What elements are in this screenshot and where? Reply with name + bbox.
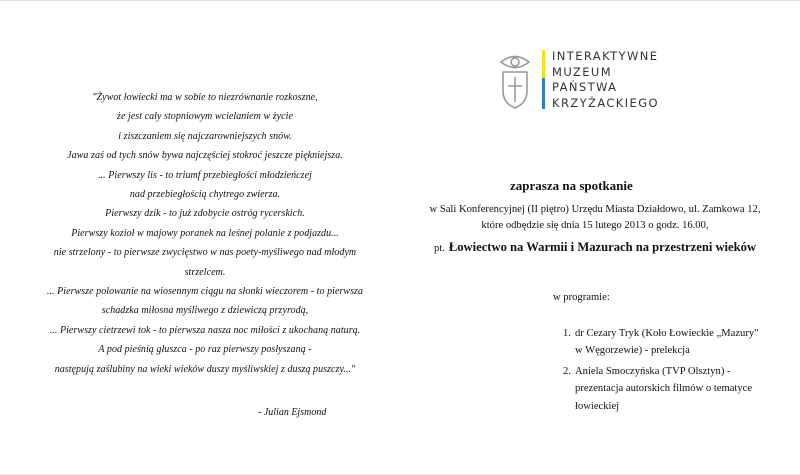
quote-line: nad przebiegłością chytrego zwierza. [129,189,281,201]
quote-line: schadzka miłosna myśliwego z dziewiczą przyrodą, [101,305,309,317]
top-divider [0,0,800,1]
invitation-title: zaprasza na spotkanie [510,178,633,193]
venue-details [405,202,785,234]
program-item-line: dr Cezary Tryk (Koło Łowieckie „Mazury" [575,328,759,339]
eye-shield-logo-icon [498,49,532,111]
event-prefix: pt. [433,243,445,254]
logo-word: PAŃSTWA [552,80,618,95]
logo-word: INTERAKTYWNE [552,49,659,63]
program-list [563,325,793,418]
museum-logo [498,47,698,119]
quote-line: i ziszczaniem się najczarowniejszych snów. [118,130,292,142]
quote-line: Jawa zaś od tych snów bywa najczęściej stokroć jeszcze piękniejsza. [67,150,343,162]
program-item-number: 2. [563,365,571,377]
quote-line: następują zaślubiny na wieki wieków duszy myśliwskiej z duszą puszczy..." [54,363,356,375]
program-item-line: w Węgorzewie) - prelekcja [575,345,690,357]
program-item-line: prezentacja autorskich filmów o tematyce [575,383,753,395]
logo-word: KRZYŻACKIEGO [552,95,659,110]
quote-line: nie strzelony - to pierwsze zwycięstwo w nas poety-myśliwego nad młodym [53,247,357,259]
program-item-line: Aniela Smoczyńska (TVP Olsztyn) - [575,365,731,377]
logo-word: MUZEUM [552,64,613,79]
program-label: w programie: [553,292,610,303]
hunting-quote [5,88,405,379]
quote-line: Pierwszy dzik - to już zdobycie ostróg rycerskich. [105,208,305,220]
quote-line: strzelcem. [184,266,226,278]
quote-line: ... Pierwsze polowanie na wiosennym ciągu na słonki wieczorem - to pierwsza [46,286,364,298]
quote-line: "Żywot łowiecki ma w sobie to niezrównanie rozkoszne, [92,92,318,103]
venue-line: w Sali Konferencyjnej (II piętro) Urzędu Miasta Działdowo, ul. Zamkowa 12, [429,204,761,215]
quote-line: Pierwszy kozioł w majowy poranek na leśnej polanie z podjazdu... [71,227,339,239]
event-title-line [405,238,785,256]
quote-line: że jest cały stopniowym wcielaniem w życie [117,111,293,123]
program-item [563,363,793,415]
logo-wordmark [552,49,659,111]
event-title: Łowiectwo na Warmii i Mazurach na przestrzeni wieków [448,240,757,254]
quote-author: - Julian Ejsmond [258,407,327,418]
logo-blue-bar [542,78,545,109]
logo-yellow-bar [542,50,545,78]
program-item-number: 1. [563,328,571,339]
program-item-line: łowieckiej [575,400,620,412]
quote-line: A pod pieśnią głuszca - po raz pierwszy posłyszaną - [98,344,312,356]
quote-line: ... Pierwszy lis - to triumf przebiegłości młodzieńczej [98,169,312,181]
quote-line: ... Pierwszy cietrzewi tok - to pierwsza nasza noc miłości z ukochaną naturą. [49,324,361,336]
program-item [563,325,793,360]
venue-line: które odbędzie się dnia 15 lutego 2013 o godz. 16.00, [481,220,709,231]
